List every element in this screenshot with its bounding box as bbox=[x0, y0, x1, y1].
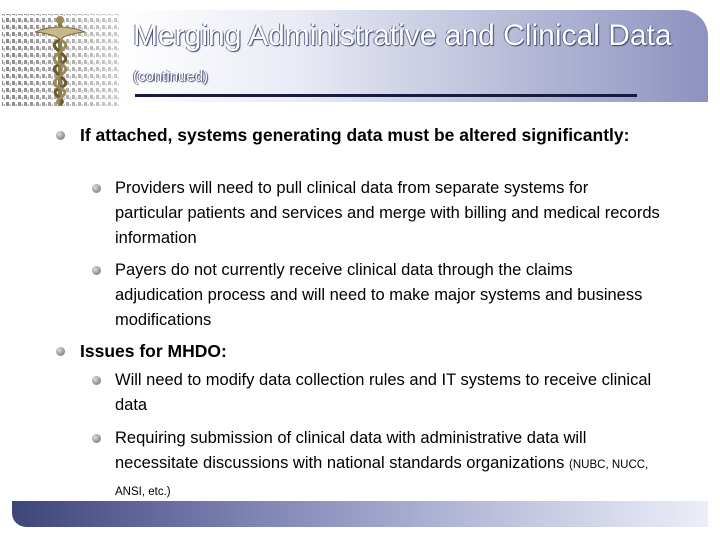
slide-title-main: Merging Administrative and Clinical Data bbox=[133, 19, 672, 52]
sub-bullet-payers: Payers do not currently receive clinical data through the claims adjudication process and will need to make major systems and business modifications bbox=[115, 261, 643, 329]
bullet-issues-mhdo: Issues for MHDO: bbox=[80, 341, 227, 361]
sub-bullet-modify-rules: Will need to modify data collection rules and IT systems to receive clinical data bbox=[115, 371, 652, 414]
bullet-icon bbox=[56, 131, 65, 140]
bullet-icon bbox=[92, 266, 101, 275]
bullet-icon bbox=[56, 347, 65, 356]
standards-orgs-note: (NUBC, NUCC, ANSI, etc.) bbox=[115, 459, 649, 498]
bullet-icon bbox=[92, 434, 101, 443]
bullet-systems-altered: If attached, systems generating data must be altered significantly: bbox=[80, 125, 630, 145]
bullet-icon bbox=[92, 376, 101, 385]
bullet-icon bbox=[92, 184, 101, 193]
sub-bullet-providers: Providers will need to pull clinical data from separate systems for particular patients and services and merge with billing and medical records information bbox=[115, 179, 660, 247]
slide-title-sub: (continued) bbox=[133, 68, 209, 85]
footer-bar bbox=[12, 501, 708, 527]
sub-bullet-requiring-submission bbox=[115, 426, 660, 505]
sub-bullet-requiring-text: Requiring submission of clinical data with administrative data will necessitate discussions with national standards organizations bbox=[115, 429, 587, 472]
